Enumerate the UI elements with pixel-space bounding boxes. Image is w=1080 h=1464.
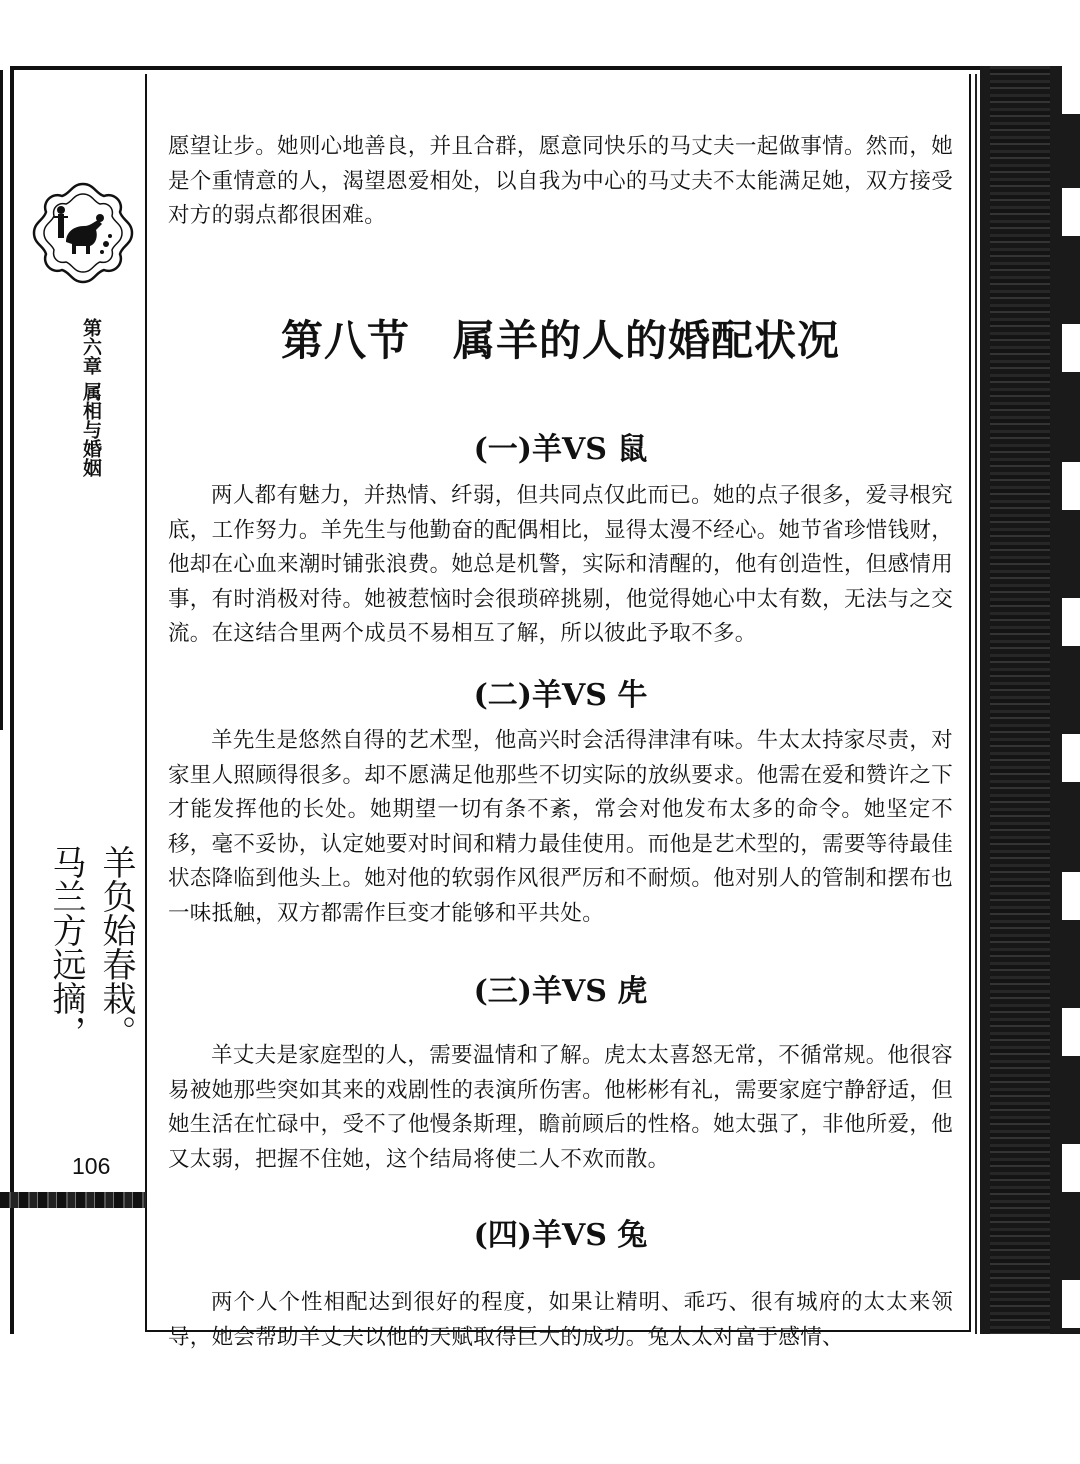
subsection-paragraph: 两人都有魅力，并热情、纤弱，但共同点仅此而已。她的点子很多，爱寻根究底，工作努力。羊先生与他勤奋的配偶相比，显得太漫不经心。她节省珍惜钱财，他却在心血来潮时铺张浪费。她总是机警，实际和清醒的，他有创造性，但感情用事，有时消极对待。她被惹恼时会很琐碎挑剔，他觉得她心中太有数，无法与之交流。在这结合里两个成员不易相互了解，所以彼此予取不多。	[168, 483, 953, 646]
subsection-heading-rabbit: (四)羊VS 兔	[473, 1218, 648, 1253]
left-edge-line	[0, 70, 3, 730]
margin-poem-line-2: 马兰方远摘，	[46, 845, 86, 1049]
strip-notch	[1062, 598, 1080, 646]
scan-edge-strip	[980, 66, 1080, 1334]
subsection-paragraph: 羊先生是悠然自得的艺术型，他高兴时会活得津津有味。牛太太持家尽责，对家里人照顾得很多。却不愿满足他那些不切实际的放纵要求。他需在爱和赞许之下才能发挥他的长处。她期望一切有条不紊，常会对他发布太多的命令。她坚定不移，毫不妥协，认定她要对时间和精力最佳使用。而他是艺术型的，需要等待最佳状态降临到他头上。她对他的软弱作风很严厉和不耐烦。他对别人的管制和摆布也一味抵触，双方都需作巨变才能够和平共处。	[168, 728, 953, 926]
zodiac-emblem-icon	[30, 180, 136, 286]
page-number: 106	[72, 1153, 111, 1179]
subsection-paragraph: 羊丈夫是家庭型的人，需要温情和了解。虎太太喜怒无常，不循常规。他很容易被她那些突如其来的戏剧性的表演所伤害。他彬彬有礼，需要家庭宁静舒适，但她生活在忙碌中，受不了他慢条斯理，瞻前顾后的性格。她太强了，非他所爱，他又太弱，把握不住她，这个结局将使二人不欢而散。	[168, 1043, 953, 1172]
intro-paragraph: 愿望让步。她则心地善良，并且合群，愿意同快乐的马丈夫一起做事情。然而，她是个重情意的人，渴望恩爱相处，以自我为中心的马丈夫不太能满足她，双方接受对方的弱点都很困难。	[168, 134, 953, 228]
scan-grain	[990, 66, 1050, 1334]
strip-notch	[1062, 66, 1080, 114]
intro-paragraph-block	[168, 130, 953, 234]
subsection-heading-rat: (一)羊VS 鼠	[473, 432, 648, 467]
strip-notch	[1062, 1144, 1080, 1192]
subsection-heading-ox: (二)羊VS 牛	[473, 678, 648, 713]
chapter-title: 第六章 属相与婚姻	[80, 318, 102, 477]
subsection-body-rat	[168, 479, 953, 652]
strip-notch	[1062, 1280, 1080, 1328]
strip-notch	[1062, 324, 1080, 372]
strip-notch	[1062, 462, 1080, 510]
strip-notch	[1062, 188, 1080, 236]
page-number-bar	[0, 1192, 146, 1208]
strip-notch	[1062, 1008, 1080, 1056]
subsection-body-rabbit	[168, 1286, 953, 1355]
margin-poem-line-1: 羊负始春栽。	[96, 845, 136, 1049]
subsection-body-ox	[168, 724, 953, 931]
strip-notch	[1062, 734, 1080, 782]
subsection-body-tiger	[168, 1039, 953, 1177]
subsection-heading-tiger: (三)羊VS 虎	[473, 974, 648, 1009]
section-title: 第八节 属羊的人的婚配状况	[280, 316, 840, 365]
inner-right-line	[975, 74, 977, 1334]
subsection-paragraph: 两个人个性相配达到很好的程度，如果让精明、乖巧、很有城府的太太来领导，她会帮助羊丈夫以他的天赋取得巨大的成功。兔太太对富于感情、	[168, 1290, 953, 1350]
strip-notch	[1062, 872, 1080, 920]
